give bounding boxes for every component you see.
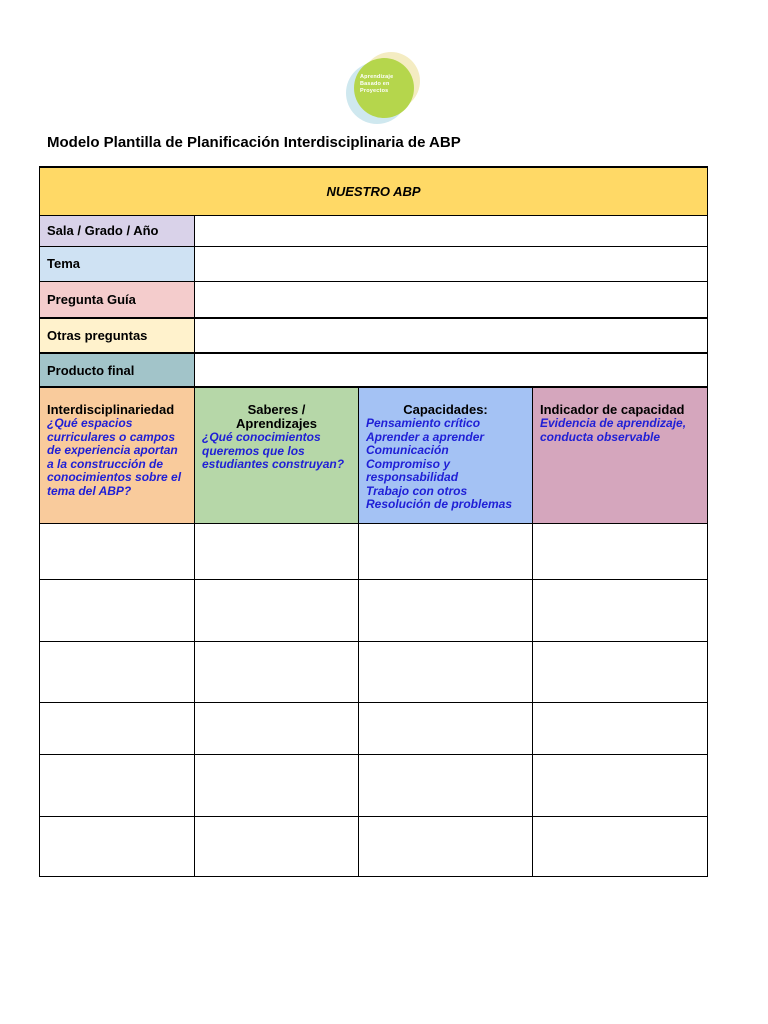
column-header-capacidades: Capacidades: Pensamiento crítico Aprender a aprender Comunicación Compromiso y responsabilidad Trabajo con otros Resolución de problemas [359, 387, 533, 523]
table-cell[interactable] [533, 523, 708, 579]
abp-logo [346, 52, 422, 124]
otras-preguntas-field[interactable] [195, 318, 708, 353]
abp-planning-table [39, 166, 708, 877]
tema-field[interactable] [195, 246, 708, 281]
table-cell[interactable] [533, 754, 708, 816]
table-cell[interactable] [40, 702, 195, 754]
table-cell[interactable] [359, 579, 533, 641]
table-cell[interactable] [533, 702, 708, 754]
column-header-saberes: Saberes / Aprendizajes ¿Qué conocimientos queremos que los estudiantes construyan? [195, 387, 359, 523]
table-cell[interactable] [195, 579, 359, 641]
table-cell[interactable] [40, 523, 195, 579]
table-cell[interactable] [195, 702, 359, 754]
table-header: NUESTRO ABP [40, 167, 708, 215]
pregunta-guia-field[interactable] [195, 281, 708, 318]
table-cell[interactable] [533, 816, 708, 876]
table-cell[interactable] [533, 641, 708, 702]
table-cell[interactable] [359, 702, 533, 754]
table-cell[interactable] [40, 641, 195, 702]
table-cell[interactable] [40, 816, 195, 876]
table-cell[interactable] [40, 579, 195, 641]
table-cell[interactable] [195, 754, 359, 816]
table-row [40, 816, 708, 876]
row-label-sala-grado: Sala / Grado / Año [40, 215, 195, 246]
row-label-otras-preguntas: Otras preguntas [40, 318, 195, 353]
row-label-producto-final: Producto final [40, 353, 195, 387]
table-cell[interactable] [533, 579, 708, 641]
page-title: Modelo Plantilla de Planificación Interdisciplinaria de ABP [47, 134, 461, 151]
table-row [40, 754, 708, 816]
sala-grado-field[interactable] [195, 215, 708, 246]
row-label-tema: Tema [40, 246, 195, 281]
logo-text: Aprendizaje Basado en Proyectos [360, 74, 394, 94]
table-cell[interactable] [195, 641, 359, 702]
table-cell[interactable] [195, 816, 359, 876]
producto-final-field[interactable] [195, 353, 708, 387]
column-header-interdisciplinariedad: Interdisciplinariedad ¿Qué espacios curriculares o campos de experiencia aportan a la construcción de conocimientos sobre el tema del ABP? [40, 387, 195, 523]
table-row [40, 641, 708, 702]
table-cell[interactable] [359, 523, 533, 579]
table-row [40, 523, 708, 579]
table-cell[interactable] [359, 641, 533, 702]
column-header-indicador: Indicador de capacidad Evidencia de aprendizaje, conducta observable [533, 387, 708, 523]
table-cell[interactable] [40, 754, 195, 816]
table-row [40, 579, 708, 641]
table-row [40, 702, 708, 754]
table-cell[interactable] [359, 754, 533, 816]
row-label-pregunta-guia: Pregunta Guía [40, 281, 195, 318]
table-cell[interactable] [359, 816, 533, 876]
table-cell[interactable] [195, 523, 359, 579]
